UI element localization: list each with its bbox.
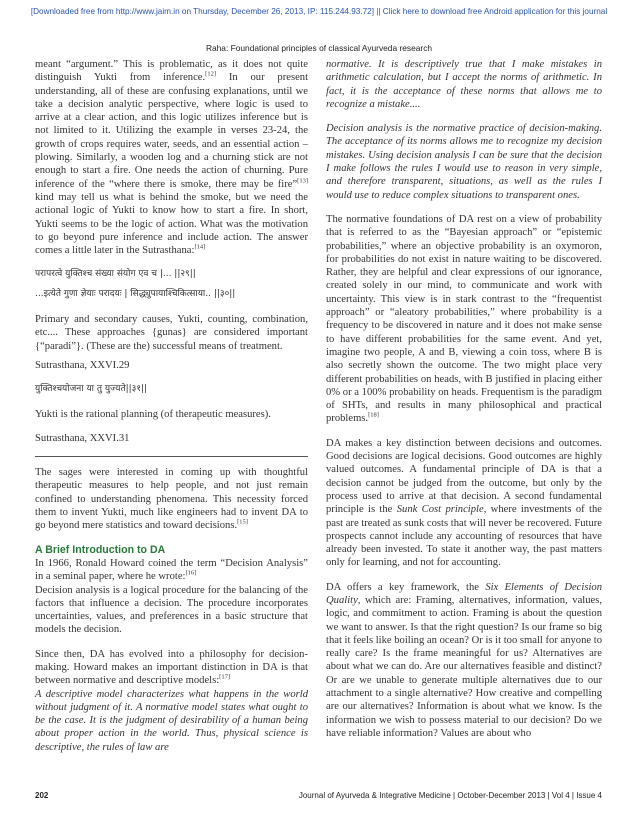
divider (35, 456, 308, 457)
quote: Decision analysis is the normative practice of decision-making. The acceptance of its norms allows me to recognize my decision mistakes. Using decision analysis I can be sure that the decision I make follows the rules I would use to reason in very simple, and therefore transparent, situations, as well as the rules I would use to reduce complex situations to transparent ones. (326, 123, 602, 201)
source-citation: Sutrasthana, XXVI.31 (35, 432, 130, 444)
paragraph: In 1966, Ronald Howard coined the term “Decision Analysis” in a seminal paper, where he wrote:[16] (35, 557, 308, 583)
paragraph: DA makes a key distinction between decisions and outcomes. Good decisions are logical decisions. Good outcomes are highly valued outcomes. A fundamental principle of DA is that a decision cannot be judged from the outcome, but only by the process used to arrive at that decision. A second fundamental principle is the Sunk Cost principle, where investments of the past are treated as sunk costs that will never be recovered. Future prospects cannot include any accounting of resources that have already been invested. To state it another way, the past matters only for learning, and not for accounting. (326, 437, 602, 569)
citation[interactable]: [15] (237, 518, 248, 526)
quote: A descriptive model characterizes what happens in the world without judgment of it. A normative model states what ought to be the case. It is the judgment of desirability of a human being about proper action in the world. Thus, physical science is descriptive, the rules of law are (35, 688, 308, 753)
paragraph: Since then, DA has evolved into a philosophy for decision-making. Howard makes an important distinction in DA is that between normative and descriptive models:[17] (35, 648, 308, 687)
sanskrit-verse: युक्तिश्चयोजना या तु युज्यते||३१|| (35, 384, 148, 395)
citation[interactable]: [14] (194, 243, 206, 251)
journal-info: Journal of Ayurveda & Integrative Medicine | October-December 2013 | Vol 4 | Issue 4 (298, 791, 602, 800)
page-footer (35, 791, 602, 803)
right-column (326, 58, 602, 751)
translation: Yukti is the rational planning (of therapeutic measures). (35, 408, 271, 420)
citation[interactable]: [12] (205, 70, 217, 78)
sanskrit-verse: परापरत्वे युक्तिश्च संख्या संयोग एव च |... ||२९|| (35, 269, 196, 280)
translation: Primary and secondary causes, Yukti, counting, combination, etc.... These approaches {gunas} are considered important {“paradi”}. (These are the) successful means of treatment. (35, 314, 308, 352)
paragraph: DA offers a key framework, the Six Elements of Decision Quality, which are: Framing, alternatives, information, values, logic, and commitment to action. Framing is about the question we want to answer. Is that the right question? Is our frame so big that it feels like boiling an ocean? Or is it too small for anyone to really care? Is the frame meaningful for us? Alternatives are about what we can do. Are our alternatives feasible and distinct? Or are we unable to generate multiple alternatives due to our attachment to a single alternative? How creative and compelling are our alternatives? Information is about what we know. Is the information we wish to possess material to our decision? Do we have reliable information? Values are about who (326, 581, 602, 739)
paragraph: The sages were interested in coming up with thoughtful therapeutic measures to help people, and not just remain confined to understanding phenomena. This necessity forced them to invent Yukti, much like engineers had to invent DA to go beyond mere statistics and toward decisions.[15] (35, 467, 308, 532)
left-column (35, 58, 308, 765)
paragraph: The normative foundations of DA rest on a view of probability that is referred to as the “Bayesian approach” or “epistemic probabilities,” where an objective probability is an oxymoron, for probabilities do not exist in nature waiting to be discovered. Rather, they are helpful and clear expressions of our ignorance, created solely in our mind, to communicate and work with uncertainty. This view is in stark contrast to the “frequentist approach” or “aleatory probabilities,” where probability is a frequency to be discovered in nature and it does not make sense to have different probabilities for the same event. And yet, imagine two people, A and B, viewing a coin toss, where B is also secretly shown the outcome. The two might place very different probabilities on heads, with B justified in placing either 0% or a 100% probability on heads. Frequentism is the paradigm of SHTs, and results in many philosophical and practical problems.[18] (326, 213, 602, 425)
citation[interactable]: [13] (297, 177, 308, 185)
sanskrit-verse: ...इत्येते गुणा ज्ञेयाः परादयः | सिद्ध्युपायाश्चिकित्साया.. ||३०|| (35, 288, 236, 299)
section-heading: A Brief Introduction to DA (35, 543, 166, 556)
page-number: 202 (35, 791, 49, 800)
quote: normative. It is descriptively true that I make mistakes in arithmetic calculation, but I accept the norms of arithmetic. In fact, it is the acceptance of these norms that allows me to recognize a mistake.... (326, 59, 602, 110)
source-citation: Sutrasthana, XXVI.29 (35, 359, 130, 371)
running-head: Raha: Foundational principles of classical Ayurveda research (205, 43, 433, 53)
citation[interactable]: [17] (219, 673, 230, 681)
quote: Decision analysis is a logical procedure for the balancing of the factors that influence a decision. The procedure incorporates uncertainties, values, and preferences in a basic structure that models the decision. (35, 584, 308, 636)
paragraph: meant “argument.” This is problematic, as it does not quite distinguish Yukti from inference.[12] In our present understanding, all of these are confusing explanations, until we take a decision analytic perspective, where logic is used to arrive at a clear action, and this logic utilizes inference but is not limited to it. Utilizing the example in verses 23-24, the growth of crops requires water, seeds, and an essential action – plowing. Similarly, a wooden log and a churning stick are not enough to start a fire. One needs the action of churning. Pure inference of the “where there is smoke, there may be fire”[13] kind may tell us what is behind the smoke, but we need the actional logic of Yukti to know how to start a fire. In short, Yukti seems to be the logic of action. What was the motivation to go beyond pure inference and include action. The answer comes a little later in the Sutrasthana:[14] (35, 59, 309, 257)
citation[interactable]: [18] (368, 411, 379, 419)
citation[interactable]: [16] (185, 569, 197, 577)
download-banner-link[interactable]: [Downloaded free from http://www.jaim.in on Thursday, December 26, 2013, IP: 115.244.93.72] || Click here to download free Android application for this journal (30, 7, 608, 16)
